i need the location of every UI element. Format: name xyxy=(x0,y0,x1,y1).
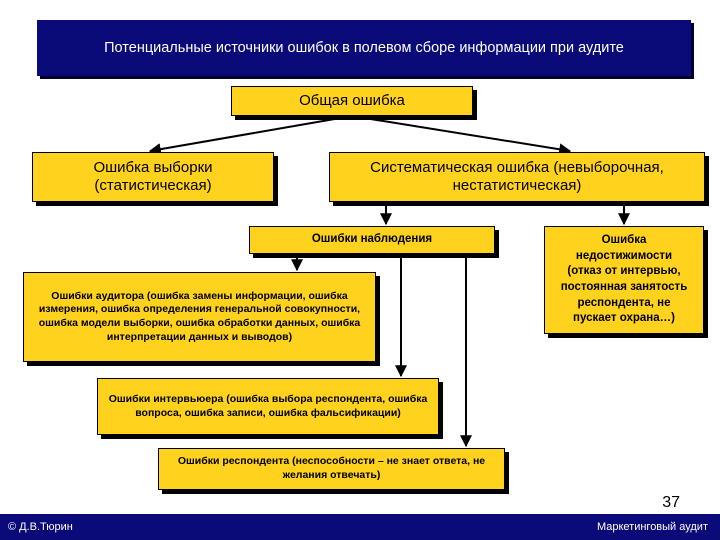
page-number: 37 xyxy=(662,494,680,511)
node-observation-errors xyxy=(249,226,495,254)
arrow-general-to-sampling xyxy=(150,116,352,151)
node-sampling-error-label: Ошибка выборки (статистическая) xyxy=(93,159,213,194)
node-auditor-errors xyxy=(23,272,376,362)
slide-title: Потенциальные источники ошибок в полевом сборе информации при аудите xyxy=(104,40,624,56)
node-respondent-errors-label: Ошибки респондента (неспособности – не знает ответа, не желания отвечать) xyxy=(177,455,486,481)
footer-course: Маркетинговый аудит xyxy=(596,521,708,533)
node-systematic-error xyxy=(329,152,705,202)
arrow-general-to-systematic xyxy=(352,116,570,151)
footer-author: © Д.В.Тюрин xyxy=(8,521,73,533)
node-sampling-error xyxy=(32,152,274,202)
node-unreachability-error-label: Ошибка недостижимости (отказ от интервью, постоянная занятость респондента, не пускает охрана…) xyxy=(560,234,688,325)
node-observation-errors-label: Ошибки наблюдения xyxy=(311,233,433,246)
node-unreachability-error xyxy=(544,226,704,334)
node-interviewer-errors-label: Ошибки интервьюера (ошибка выбора респондента, ошибка вопроса, ошибка записи, ошибка фальсификации) xyxy=(108,392,428,419)
node-general-error xyxy=(231,86,473,116)
node-systematic-error-label: Систематическая ошибка (невыборочная, нестатистическая) xyxy=(370,159,664,194)
node-general-error-label: Общая ошибка xyxy=(299,92,405,109)
footer-bar xyxy=(0,516,720,540)
node-respondent-errors xyxy=(158,448,505,490)
node-interviewer-errors xyxy=(97,378,439,435)
node-auditor-errors-label: Ошибки аудитора (ошибка замены информации, ошибка измерения, ошибка определения генеральной совокупности, ошибка модели выборки, ошибка обработки данных, ошибка интерпретации данных и выводов) xyxy=(38,289,361,343)
